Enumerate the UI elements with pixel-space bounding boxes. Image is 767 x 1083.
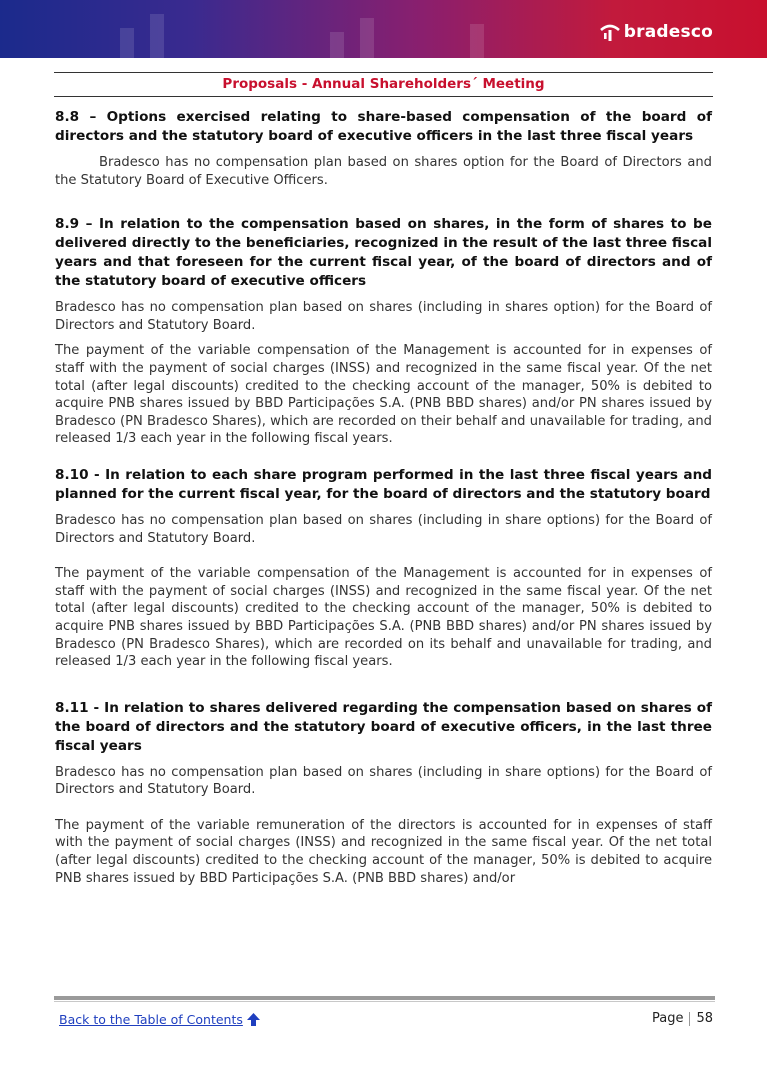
section-paragraph: Bradesco has no compensation plan based on shares (including in share options) for the Board of Directors and Statutory Board. (55, 512, 712, 546)
document-body (55, 108, 712, 895)
banner-decoration (470, 24, 484, 58)
footer-rule-thin (54, 1001, 715, 1002)
brand-name: bradesco (623, 22, 713, 42)
back-to-toc-link[interactable] (59, 1012, 260, 1027)
header-banner (0, 0, 767, 58)
header-rule-bottom (54, 96, 713, 97)
section-heading-8-10: 8.10 - In relation to each share program performed in the last three fiscal years and planned for the current fiscal year, for the board of directors and the statutory board (55, 466, 712, 502)
page-label: Page (651, 1011, 684, 1026)
section-heading-8-9: 8.9 – In relation to the compensation based on shares, in the form of shares to be delivered directly to the beneficiaries, recognized in the result of the last three fiscal years and that foreseen for the current fiscal year, of the board of directors and of the statutory board of executive officers (55, 216, 712, 290)
section-paragraph: Bradesco has no compensation plan based on shares option for the Board of Directors and the Statutory Board of Executive Officers. (55, 155, 712, 188)
section-paragraph: The payment of the variable remuneration of the directors is accounted for in expenses of staff with the payment of social charges (INSS) and recognized in the same fiscal year. Of the net total (after legal discounts) credited to the checking account of the manager, 50% is debited to acquire PNB shares issued by BBD Participações S.A. (PNB BBD shares) and/or (55, 817, 712, 886)
header-rule-top (54, 72, 713, 73)
back-to-toc-label: Back to the Table of Contents (59, 1012, 243, 1027)
arrow-up-icon (247, 1013, 260, 1026)
banner-decoration (150, 14, 164, 58)
bradesco-logo (599, 21, 713, 43)
section-paragraph: Bradesco has no compensation plan based on shares (including in shares option) for the Board of Directors and Statutory Board. (55, 300, 712, 333)
section-paragraph: Bradesco has no compensation plan based on shares (including in share options) for the Board of Directors and Statutory Board. (55, 764, 712, 798)
banner-decoration (120, 28, 134, 58)
banner-decoration (360, 18, 374, 58)
section-heading-8-8: 8.8 – Options exercised relating to share-based compensation of the board of directors and the statutory board of executive officers in the last three fiscal years (55, 109, 712, 144)
section-paragraph: The payment of the variable compensation of the Management is accounted for in expenses of staff with the payment of social charges (INSS) and recognized in the same fiscal year. Of the net total (after legal discounts) credited to the checking account of the manager, 50% is debited to acquire PNB shares issued by BBD Participações S.A. (PNB BBD shares) and/or PN shares issued by Bradesco (PN Bradesco Shares), which are recorded on their behalf and unavailable for trading, and released 1/3 each year in the following fiscal years. (55, 343, 712, 447)
page-separator (689, 1012, 690, 1026)
section-paragraph: The payment of the variable compensation of the Management is accounted for in expenses of staff with the payment of social charges (INSS) and recognized in the same fiscal year. Of the net total (after legal discounts) credited to the checking account of the manager, 50% is debited to acquire PNB shares issued by BBD Participações S.A. (PNB BBD shares) and/or PN shares issued by Bradesco (PN Bradesco Shares), which are recorded on its behalf and unavailable for trading, and released 1/3 each year in the following fiscal years. (55, 566, 712, 670)
section-heading-8-11: 8.11 - In relation to shares delivered regarding the compensation based on shares of the board of directors and the statutory board of executive officers, in the last three fiscal years (55, 699, 712, 754)
page-number (652, 1011, 713, 1026)
banner-decoration (330, 32, 344, 58)
page-number-value: 58 (696, 1011, 713, 1026)
page-title: Proposals - Annual Shareholders´ Meeting (222, 76, 545, 92)
footer-rule (54, 996, 715, 1000)
bradesco-tree-icon (599, 21, 621, 43)
